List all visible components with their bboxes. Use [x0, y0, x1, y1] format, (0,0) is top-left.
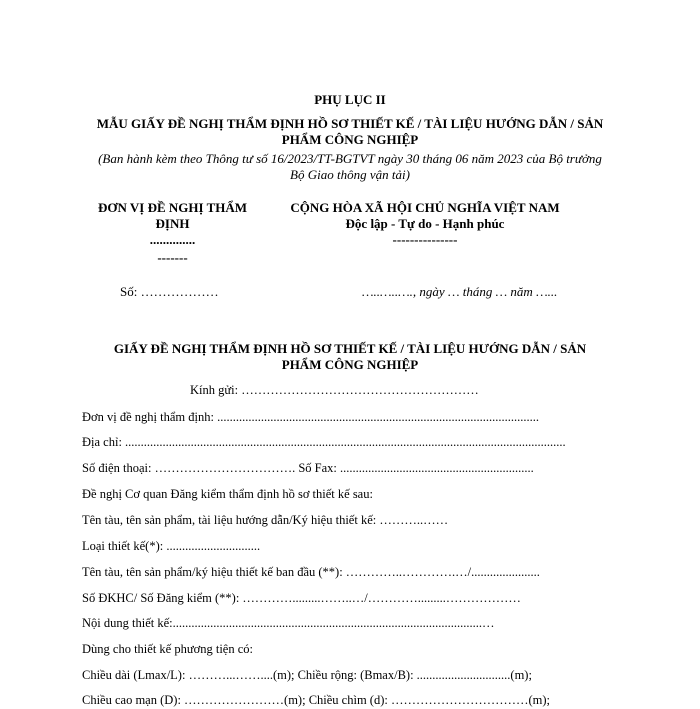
document-number: Số: ……………… — [120, 284, 219, 299]
field-depth-draft: Chiều cao mạn (D): ……………………(m); Chiều chìm (d): ……………………………(m); — [82, 693, 550, 707]
document-title-line-1: GIẤY ĐỀ NGHỊ THẨM ĐỊNH HỒ SƠ THIẾT KẾ / TÀI LIỆU HƯỚNG DẪN / SẢN — [113, 341, 587, 356]
field-design-content: Nội dung thiết kế:...................................................................................................… — [82, 616, 495, 630]
requesting-org-dots: .............. — [149, 232, 196, 247]
national-motto: Độc lập - Tự do - Hạnh phúc — [345, 216, 505, 231]
requesting-org-line-1: ĐƠN VỊ ĐỀ NGHỊ THẨM — [97, 200, 248, 215]
issuance-note-line-2: Bộ Giao thông vận tải) — [290, 167, 410, 182]
requesting-org-divider: ------- — [157, 250, 188, 265]
document-date: …..…..…., ngày … tháng … năm …... — [362, 284, 558, 299]
field-phone-fax: Số điện thoại: ……………………………. Số Fax: .............................................................. — [82, 461, 534, 475]
field-registration-number: Số ĐKHC/ Số Đăng kiểm (**): ………….........……..…/………….........……………… — [82, 591, 521, 605]
request-statement: Đề nghị Cơ quan Đăng kiểm thẩm định hồ sơ thiết kế sau: — [82, 487, 373, 501]
appendix-heading: PHỤ LỤC II — [314, 92, 386, 107]
form-title-line-1: MẪU GIẤY ĐỀ NGHỊ THẨM ĐỊNH HỒ SƠ THIẾT KẾ / TÀI LIỆU HƯỚNG DẪN / SẢN — [96, 116, 604, 131]
vehicle-design-intro: Dùng cho thiết kế phương tiện có: — [82, 642, 253, 656]
nation-name: CỘNG HÒA XÃ HỘI CHỦ NGHĨA VIỆT NAM — [290, 200, 560, 215]
field-original-name: Tên tàu, tên sản phẩm/ký hiệu thiết kế ban đầu (**): …………..………….…/...................... — [82, 565, 540, 579]
field-design-type: Loại thiết kế(*): .............................. — [82, 539, 261, 553]
field-requesting-unit: Đơn vị đề nghị thẩm định: ....................................................................................................... — [82, 410, 539, 424]
issuance-note-line-1: (Ban hành kèm theo Thông tư số 16/2023/TT-BGTVT ngày 30 tháng 06 năm 2023 của Bộ trưởng — [98, 151, 602, 166]
field-address: Địa chỉ: ............................................................................................................................................. — [82, 435, 566, 449]
requesting-org-line-2: ĐỊNH — [155, 216, 190, 231]
form-title-line-2: PHẨM CÔNG NGHIỆP — [281, 132, 419, 147]
motto-divider: --------------- — [392, 232, 458, 247]
field-ship-name: Tên tàu, tên sản phẩm, tài liệu hướng dẫn/Ký hiệu thiết kế: ………..…… — [82, 513, 449, 527]
recipient-line: Kính gửi: ………………………………………………… — [190, 383, 479, 397]
field-length-width: Chiều dài (Lmax/L): ………...……....(m); Chiều rộng: (Bmax/B): ..............................(m); — [82, 668, 532, 682]
document-title-line-2: PHẨM CÔNG NGHIỆP — [281, 357, 419, 372]
